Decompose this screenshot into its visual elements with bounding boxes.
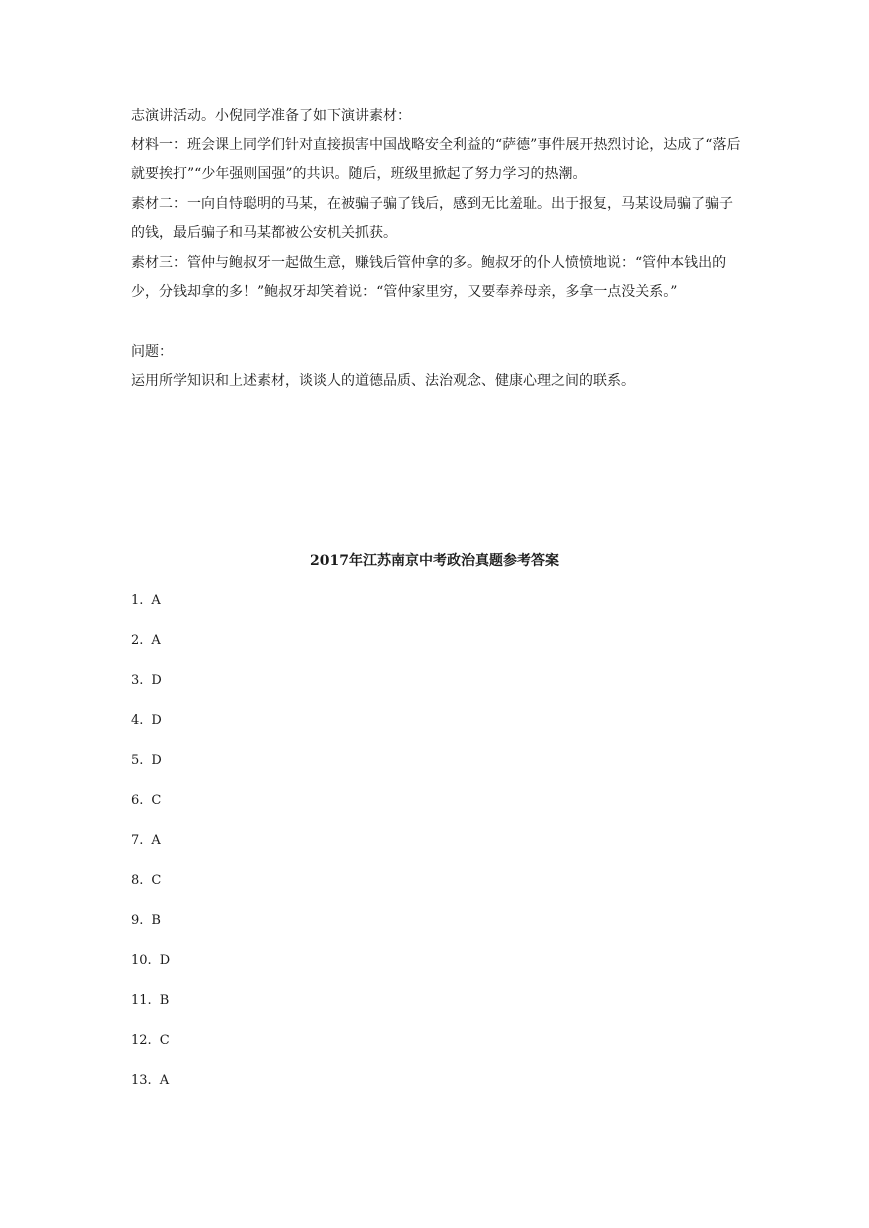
answer-item: [131, 790, 170, 830]
answer-list: [131, 590, 170, 1110]
answer-number: 8.: [131, 873, 144, 888]
answer-item: [131, 590, 170, 630]
answer-key-title: 2017年江苏南京中考政治真题参考答案: [310, 553, 559, 569]
answer-number: 12.: [131, 1033, 152, 1048]
answer-option: A: [159, 1073, 170, 1088]
answer-option: A: [151, 593, 161, 608]
answer-item: [131, 950, 170, 990]
answer-item: [131, 870, 170, 910]
answer-option: B: [151, 913, 161, 928]
answer-option: A: [151, 633, 161, 648]
material-one: 材料一：班会课上同学们针对直接损害中国战略安全利益的“萨德”事件展开热烈讨论，达成了“落后就要挨打”“少年强则国强”的共识。随后，班级里掀起了努力学习的热潮。: [131, 137, 741, 182]
answer-option: D: [151, 713, 162, 728]
answer-number: 1.: [131, 593, 144, 608]
answer-item: [131, 830, 170, 870]
answer-item: [131, 990, 170, 1030]
answer-number: 4.: [131, 713, 144, 728]
answer-option: D: [151, 753, 162, 768]
answer-item: [131, 630, 170, 670]
answer-number: 5.: [131, 753, 144, 768]
answer-number: 11.: [131, 993, 152, 1008]
answer-item: [131, 670, 170, 710]
answer-number: 3.: [131, 673, 144, 688]
answer-option: C: [151, 873, 162, 888]
answer-option: C: [151, 793, 162, 808]
answer-number: 2.: [131, 633, 144, 648]
answer-option: B: [159, 993, 170, 1008]
answer-number: 7.: [131, 833, 144, 848]
question-label: 问题：: [131, 344, 173, 360]
material-two: 素材二：一向自恃聪明的马某，在被骗子骗了钱后，感到无比羞耻。出于报复，马某设局骗了骗子的钱，最后骗子和马某都被公安机关抓获。: [131, 196, 733, 241]
answer-option: D: [151, 673, 162, 688]
intro-text: 志演讲活动。小倪同学准备了如下演讲素材：: [131, 108, 411, 124]
answer-option: C: [159, 1033, 170, 1048]
answer-number: 10.: [131, 953, 152, 968]
answer-item: [131, 750, 170, 790]
answer-option: A: [151, 833, 161, 848]
answer-number: 6.: [131, 793, 144, 808]
material-three: 素材三：管仲与鲍叔牙一起做生意，赚钱后管仲拿的多。鲍叔牙的仆人愤愤地说：“管仲本钱出的少，分钱却拿的多！”鲍叔牙却笑着说：“管仲家里穷，又要奉养母亲，多拿一点没关系。”: [131, 255, 727, 300]
answer-item: [131, 910, 170, 950]
answer-number: 9.: [131, 913, 144, 928]
answer-item: [131, 1030, 170, 1070]
answer-item: [131, 710, 170, 750]
answer-item: [131, 1070, 170, 1110]
answer-option: D: [159, 953, 171, 968]
question-text: 运用所学知识和上述素材，谈谈人的道德品质、法治观念、健康心理之间的联系。: [131, 373, 635, 389]
answer-number: 13.: [131, 1073, 152, 1088]
